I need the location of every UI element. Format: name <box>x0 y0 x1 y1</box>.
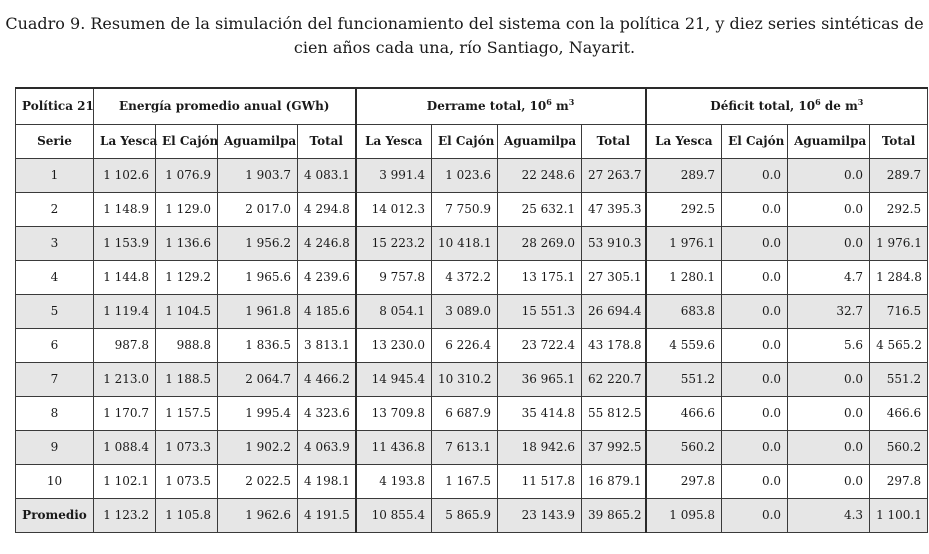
value-cell: 0.0 <box>788 158 870 192</box>
value-cell: 1 148.9 <box>94 192 156 226</box>
value-cell: 5 865.9 <box>432 498 498 532</box>
value-cell: 0.0 <box>722 192 788 226</box>
value-cell: 4 191.5 <box>298 498 356 532</box>
serie-cell: 4 <box>16 260 94 294</box>
col-header: La Yesca <box>646 124 722 158</box>
value-cell: 39 865.2 <box>582 498 646 532</box>
value-cell: 1 956.2 <box>218 226 298 260</box>
value-cell: 1 902.2 <box>218 430 298 464</box>
col-header: El Cajón <box>722 124 788 158</box>
value-cell: 551.2 <box>870 362 928 396</box>
value-cell: 10 855.4 <box>356 498 432 532</box>
value-cell: 560.2 <box>870 430 928 464</box>
serie-cell: 3 <box>16 226 94 260</box>
value-cell: 1 076.9 <box>156 158 218 192</box>
value-cell: 47 395.3 <box>582 192 646 226</box>
serie-cell: 7 <box>16 362 94 396</box>
value-cell: 4.3 <box>788 498 870 532</box>
table-row <box>16 260 928 294</box>
value-cell: 62 220.7 <box>582 362 646 396</box>
value-cell: 1 088.4 <box>94 430 156 464</box>
value-cell: 7 750.9 <box>432 192 498 226</box>
value-cell: 55 812.5 <box>582 396 646 430</box>
value-cell: 4 372.2 <box>432 260 498 294</box>
col-header: El Cajón <box>156 124 218 158</box>
serie-cell: 5 <box>16 294 94 328</box>
value-cell: 23 143.9 <box>498 498 582 532</box>
value-cell: 4 294.8 <box>298 192 356 226</box>
table-body <box>16 158 928 532</box>
value-cell: 1 153.9 <box>94 226 156 260</box>
value-cell: 36 965.1 <box>498 362 582 396</box>
value-cell: 1 129.2 <box>156 260 218 294</box>
table-row <box>16 294 928 328</box>
col-header: Aguamilpa <box>218 124 298 158</box>
policy-header: Política 21 <box>16 88 94 124</box>
value-cell: 0.0 <box>722 362 788 396</box>
value-cell: 3 813.1 <box>298 328 356 362</box>
value-cell: 1 095.8 <box>646 498 722 532</box>
value-cell: 1 284.8 <box>870 260 928 294</box>
value-cell: 3 991.4 <box>356 158 432 192</box>
value-cell: 0.0 <box>788 226 870 260</box>
value-cell: 13 175.1 <box>498 260 582 294</box>
value-cell: 4 083.1 <box>298 158 356 192</box>
value-cell: 25 632.1 <box>498 192 582 226</box>
value-cell: 1 123.2 <box>94 498 156 532</box>
value-cell: 1 102.1 <box>94 464 156 498</box>
value-cell: 292.5 <box>646 192 722 226</box>
value-cell: 988.8 <box>156 328 218 362</box>
value-cell: 2 017.0 <box>218 192 298 226</box>
deficit-header-unit: de m <box>820 99 858 114</box>
col-header: Total <box>870 124 928 158</box>
value-cell: 1 962.6 <box>218 498 298 532</box>
value-cell: 1 073.3 <box>156 430 218 464</box>
table-row <box>16 362 928 396</box>
summary-table <box>15 87 928 533</box>
value-cell: 9 757.8 <box>356 260 432 294</box>
value-cell: 0.0 <box>788 396 870 430</box>
spill-header-unit-exp: 3 <box>568 97 575 108</box>
col-header: Aguamilpa <box>498 124 582 158</box>
value-cell: 4 246.8 <box>298 226 356 260</box>
value-cell: 466.6 <box>870 396 928 430</box>
value-cell: 1 976.1 <box>646 226 722 260</box>
col-header: La Yesca <box>94 124 156 158</box>
table-row <box>16 226 928 260</box>
value-cell: 11 517.8 <box>498 464 582 498</box>
value-cell: 5.6 <box>788 328 870 362</box>
table-row <box>16 464 928 498</box>
value-cell: 7 613.1 <box>432 430 498 464</box>
value-cell: 1 995.4 <box>218 396 298 430</box>
serie-cell: 2 <box>16 192 94 226</box>
table-row <box>16 328 928 362</box>
value-cell: 13 230.0 <box>356 328 432 362</box>
value-cell: 1 157.5 <box>156 396 218 430</box>
table-caption <box>0 12 929 60</box>
spill-header-exp: 6 <box>546 97 552 108</box>
spill-group-header <box>356 88 646 124</box>
table-row <box>16 396 928 430</box>
value-cell: 551.2 <box>646 362 722 396</box>
value-cell: 1 105.8 <box>156 498 218 532</box>
header-row-columns <box>16 124 928 158</box>
deficit-header-exp: 6 <box>815 97 821 108</box>
value-cell: 1 213.0 <box>94 362 156 396</box>
value-cell: 3 089.0 <box>432 294 498 328</box>
value-cell: 289.7 <box>870 158 928 192</box>
col-header: El Cajón <box>432 124 498 158</box>
value-cell: 0.0 <box>722 396 788 430</box>
caption-line-2: cien años cada una, río Santiago, Nayarit. <box>293 38 636 57</box>
value-cell: 32.7 <box>788 294 870 328</box>
value-cell: 0.0 <box>722 226 788 260</box>
value-cell: 0.0 <box>788 362 870 396</box>
value-cell: 6 687.9 <box>432 396 498 430</box>
value-cell: 0.0 <box>788 192 870 226</box>
serie-cell: Promedio <box>16 498 94 532</box>
value-cell: 1 144.8 <box>94 260 156 294</box>
value-cell: 1 136.6 <box>156 226 218 260</box>
value-cell: 0.0 <box>722 498 788 532</box>
value-cell: 0.0 <box>788 464 870 498</box>
value-cell: 15 551.3 <box>498 294 582 328</box>
table-row <box>16 498 928 532</box>
value-cell: 297.8 <box>646 464 722 498</box>
value-cell: 1 100.1 <box>870 498 928 532</box>
col-header: Aguamilpa <box>788 124 870 158</box>
serie-cell: 1 <box>16 158 94 192</box>
col-header: Total <box>298 124 356 158</box>
value-cell: 292.5 <box>870 192 928 226</box>
serie-cell: 6 <box>16 328 94 362</box>
value-cell: 4 323.6 <box>298 396 356 430</box>
value-cell: 716.5 <box>870 294 928 328</box>
value-cell: 28 269.0 <box>498 226 582 260</box>
col-header: La Yesca <box>356 124 432 158</box>
value-cell: 15 223.2 <box>356 226 432 260</box>
header-row-groups <box>16 88 928 124</box>
value-cell: 4 565.2 <box>870 328 928 362</box>
value-cell: 1 170.7 <box>94 396 156 430</box>
value-cell: 1 965.6 <box>218 260 298 294</box>
value-cell: 0.0 <box>722 430 788 464</box>
value-cell: 37 992.5 <box>582 430 646 464</box>
value-cell: 289.7 <box>646 158 722 192</box>
value-cell: 0.0 <box>722 328 788 362</box>
value-cell: 683.8 <box>646 294 722 328</box>
value-cell: 4 185.6 <box>298 294 356 328</box>
value-cell: 0.0 <box>722 464 788 498</box>
energy-group-header: Energía promedio anual (GWh) <box>94 88 356 124</box>
value-cell: 27 305.1 <box>582 260 646 294</box>
value-cell: 14 945.4 <box>356 362 432 396</box>
value-cell: 11 436.8 <box>356 430 432 464</box>
spill-header-prefix: Derrame total, 10 <box>426 99 547 114</box>
value-cell: 1 023.6 <box>432 158 498 192</box>
col-header: Total <box>582 124 646 158</box>
serie-cell: 9 <box>16 430 94 464</box>
value-cell: 560.2 <box>646 430 722 464</box>
value-cell: 1 119.4 <box>94 294 156 328</box>
value-cell: 4 063.9 <box>298 430 356 464</box>
value-cell: 10 310.2 <box>432 362 498 396</box>
value-cell: 2 064.7 <box>218 362 298 396</box>
value-cell: 23 722.4 <box>498 328 582 362</box>
value-cell: 1 188.5 <box>156 362 218 396</box>
value-cell: 43 178.8 <box>582 328 646 362</box>
value-cell: 1 167.5 <box>432 464 498 498</box>
value-cell: 1 903.7 <box>218 158 298 192</box>
value-cell: 1 961.8 <box>218 294 298 328</box>
value-cell: 466.6 <box>646 396 722 430</box>
value-cell: 297.8 <box>870 464 928 498</box>
deficit-header-prefix: Déficit total, 10 <box>710 99 816 114</box>
value-cell: 4 193.8 <box>356 464 432 498</box>
value-cell: 10 418.1 <box>432 226 498 260</box>
value-cell: 0.0 <box>722 294 788 328</box>
caption-line-1: Cuadro 9. Resumen de la simulación del funcionamiento del sistema con la política 21, y diez series sintéticas de <box>5 14 924 33</box>
spill-header-unit: m <box>551 99 569 114</box>
value-cell: 1 280.1 <box>646 260 722 294</box>
serie-header: Serie <box>16 124 94 158</box>
value-cell: 0.0 <box>722 158 788 192</box>
value-cell: 35 414.8 <box>498 396 582 430</box>
value-cell: 4.7 <box>788 260 870 294</box>
table-row <box>16 192 928 226</box>
value-cell: 2 022.5 <box>218 464 298 498</box>
value-cell: 1 129.0 <box>156 192 218 226</box>
value-cell: 4 559.6 <box>646 328 722 362</box>
value-cell: 27 263.7 <box>582 158 646 192</box>
value-cell: 18 942.6 <box>498 430 582 464</box>
value-cell: 4 198.1 <box>298 464 356 498</box>
deficit-group-header <box>646 88 928 124</box>
value-cell: 1 976.1 <box>870 226 928 260</box>
serie-cell: 8 <box>16 396 94 430</box>
value-cell: 6 226.4 <box>432 328 498 362</box>
value-cell: 0.0 <box>722 260 788 294</box>
value-cell: 14 012.3 <box>356 192 432 226</box>
value-cell: 53 910.3 <box>582 226 646 260</box>
table-row <box>16 158 928 192</box>
value-cell: 0.0 <box>788 430 870 464</box>
value-cell: 16 879.1 <box>582 464 646 498</box>
value-cell: 4 466.2 <box>298 362 356 396</box>
value-cell: 26 694.4 <box>582 294 646 328</box>
value-cell: 1 073.5 <box>156 464 218 498</box>
value-cell: 1 102.6 <box>94 158 156 192</box>
value-cell: 1 836.5 <box>218 328 298 362</box>
value-cell: 13 709.8 <box>356 396 432 430</box>
value-cell: 1 104.5 <box>156 294 218 328</box>
table-row <box>16 430 928 464</box>
value-cell: 4 239.6 <box>298 260 356 294</box>
value-cell: 987.8 <box>94 328 156 362</box>
serie-cell: 10 <box>16 464 94 498</box>
value-cell: 22 248.6 <box>498 158 582 192</box>
value-cell: 8 054.1 <box>356 294 432 328</box>
deficit-header-unit-exp: 3 <box>857 97 864 108</box>
